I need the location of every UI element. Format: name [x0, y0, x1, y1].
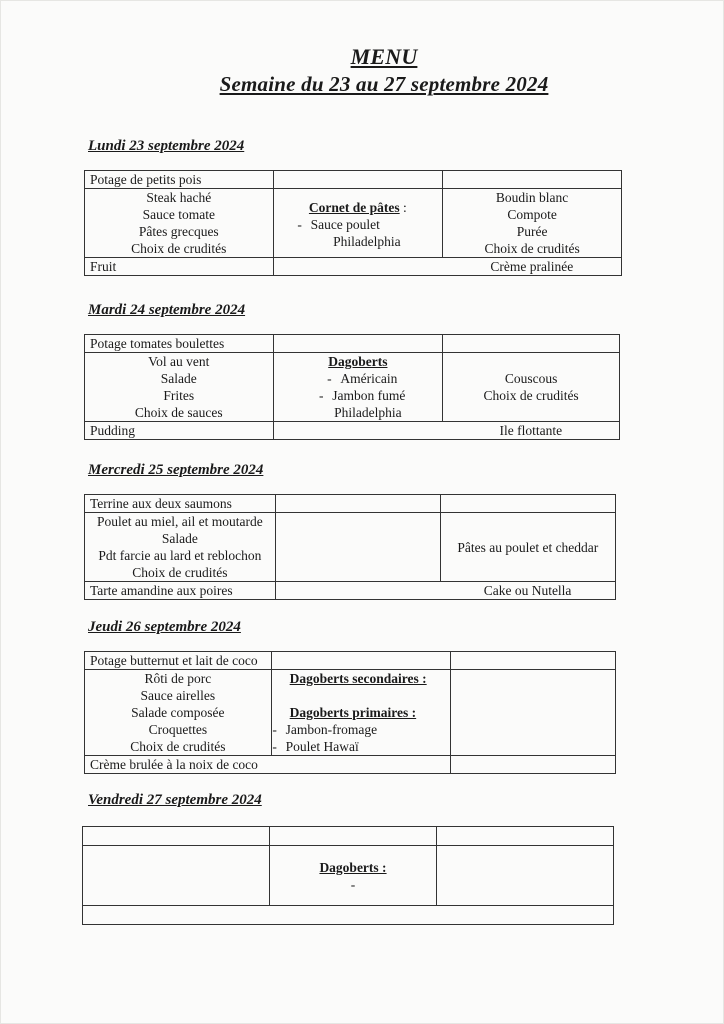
empty-cell	[273, 422, 443, 440]
empty-cell	[273, 258, 443, 276]
dish-item: Pâtes au poulet et cheddar	[457, 539, 599, 555]
dish-heading: Dagoberts primaires :	[289, 705, 417, 720]
day-heading-wednesday: Mercredi 25 septembre 2024	[88, 462, 264, 478]
empty-cell	[275, 495, 440, 513]
week-subtitle: Semaine du 23 au 27 septembre 2024	[219, 72, 549, 96]
dish-item: Purée	[516, 224, 548, 239]
dish-heading: Dagoberts :	[319, 859, 387, 875]
empty-cell	[451, 756, 616, 774]
empty-cell	[271, 652, 450, 670]
empty-cell	[437, 827, 614, 846]
dish-item: Choix de crudités	[130, 739, 226, 754]
menu-table-thursday	[84, 651, 616, 774]
dish-item: Choix de crudités	[131, 241, 227, 256]
empty-cell	[273, 335, 443, 353]
dish-sub-item	[279, 387, 438, 404]
dessert-left: Pudding	[85, 422, 274, 440]
main-dish-2	[273, 353, 443, 422]
main-dish-2	[271, 670, 450, 756]
main-dish-1	[85, 353, 274, 422]
empty-cell	[451, 652, 616, 670]
dish-sub-item	[279, 370, 438, 387]
dish-item: Couscous	[504, 371, 558, 386]
empty-cell	[83, 827, 270, 846]
empty-cell	[273, 171, 443, 189]
dish-sub-item	[272, 721, 445, 738]
dessert-left: Crème brulée à la noix de coco	[85, 756, 272, 774]
dessert-right: Cake ou Nutella	[440, 582, 615, 600]
main-dish-1	[85, 670, 272, 756]
spacer	[272, 687, 445, 704]
menu-table-friday	[82, 826, 614, 925]
day-heading-monday: Lundi 23 septembre 2024	[88, 138, 245, 154]
dash-mark: -	[297, 216, 302, 232]
empty-cell	[275, 582, 440, 600]
dish-item: Frites	[163, 388, 195, 403]
dessert-right: Ile flottante	[443, 422, 620, 440]
main-dish-2	[270, 846, 437, 906]
empty-cell	[83, 846, 270, 906]
dish-item: Rôti de porc	[144, 671, 212, 686]
main-dish-3	[443, 353, 620, 422]
dish-sub-item	[279, 216, 438, 233]
dish-item: Pdt farcie au lard et reblochon	[98, 548, 262, 563]
dish-item: Poulet au miel, ail et moutarde	[97, 514, 263, 529]
empty-cell	[437, 846, 614, 906]
dish-sub-item: Philadelphia	[334, 405, 402, 420]
dash-mark: -	[272, 722, 277, 737]
dish-heading-suffix: :	[399, 199, 407, 215]
dish-sub-text: Jambon fumé	[332, 388, 406, 403]
dish-sub-item	[272, 738, 445, 755]
dish-item: Compote	[507, 207, 557, 222]
dish-item: Choix de sauces	[134, 405, 223, 420]
soup-cell: Potage de petits pois	[85, 171, 274, 189]
dash-mark: -	[350, 876, 356, 892]
dish-heading	[279, 199, 438, 216]
dish-item: Boudin blanc	[495, 190, 569, 205]
dish-sub-text: Poulet Hawaï	[285, 739, 359, 754]
empty-cell	[443, 171, 622, 189]
day-heading-tuesday: Mardi 24 septembre 2024	[88, 302, 246, 318]
dash-mark: -	[319, 388, 324, 403]
dish-item: Choix de crudités	[132, 565, 228, 580]
dessert-right: Crème pralinée	[443, 258, 622, 276]
dish-item: Sauce airelles	[140, 688, 216, 703]
day-heading-thursday: Jeudi 26 septembre 2024	[88, 619, 241, 635]
empty-cell	[443, 335, 620, 353]
dish-item: Steak haché	[146, 190, 212, 205]
menu-table-wednesday	[84, 494, 616, 600]
menu-table-tuesday	[84, 334, 620, 440]
dish-item: Salade	[160, 371, 197, 386]
dish-sub-text: Américain	[340, 371, 398, 386]
soup-cell: Potage butternut et lait de coco	[85, 652, 272, 670]
empty-cell	[275, 513, 440, 582]
empty-cell	[83, 906, 614, 925]
soup-cell: Potage tomates boulettes	[85, 335, 274, 353]
empty-cell	[271, 756, 450, 774]
dish-item: Vol au vent	[148, 354, 210, 369]
dash-mark: -	[272, 739, 277, 754]
dessert-left: Tarte amandine aux poires	[85, 582, 276, 600]
menu-table-monday	[84, 170, 622, 276]
dish-item: Choix de crudités	[483, 388, 579, 403]
dish-sub-text: Jambon-fromage	[285, 722, 378, 737]
empty-cell	[451, 670, 616, 756]
soup-cell: Terrine aux deux saumons	[85, 495, 276, 513]
dish-sub-item: Philadelphia	[333, 233, 401, 249]
dish-item: Sauce tomate	[142, 207, 215, 222]
main-dish-1	[85, 189, 274, 258]
dish-heading: Dagoberts	[328, 354, 388, 369]
dessert-left: Fruit	[85, 258, 274, 276]
dish-item: Salade	[161, 531, 198, 546]
day-heading-friday: Vendredi 27 septembre 2024	[88, 792, 262, 808]
dish-item: Salade composée	[131, 705, 225, 720]
dish-item: Croquettes	[148, 722, 208, 737]
dish-heading: Dagoberts secondaires :	[289, 671, 427, 686]
dash-mark: -	[327, 371, 332, 386]
dish-sub-text: Sauce poulet	[310, 216, 380, 232]
main-dish-3	[440, 513, 615, 582]
empty-cell	[270, 827, 437, 846]
dish-item: Pâtes grecques	[138, 224, 219, 239]
dish-heading-text: Cornet de pâtes	[308, 199, 400, 215]
empty-cell	[440, 495, 615, 513]
main-dish-1	[85, 513, 276, 582]
main-dish-3	[443, 189, 622, 258]
menu-title: MENU	[350, 44, 418, 69]
dish-item: Choix de crudités	[484, 241, 580, 256]
main-dish-2	[273, 189, 443, 258]
